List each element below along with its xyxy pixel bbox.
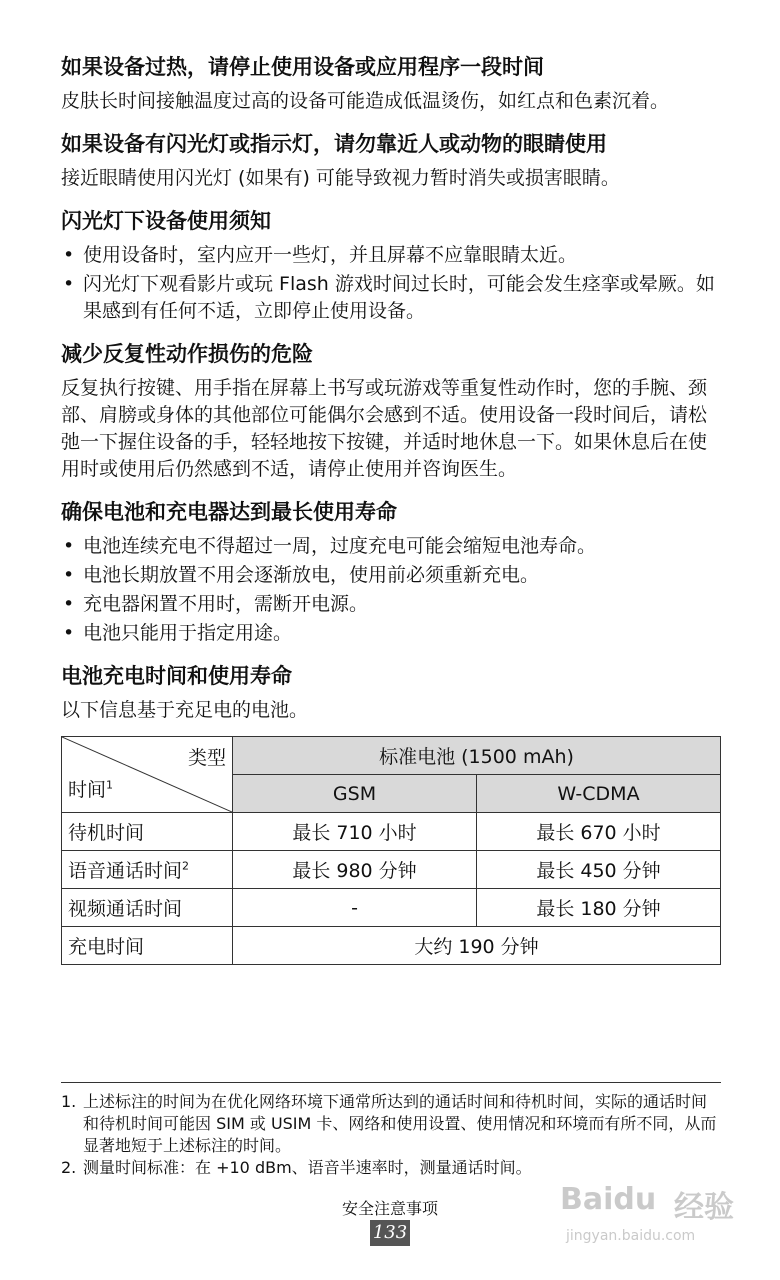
- list-item: • 电池长期放置不用会逐渐放电，使用前必须重新充电。: [61, 562, 721, 589]
- bullet-list: [61, 533, 721, 647]
- footnote: 1. 上述标注的时间为在优化网络环境下通常所达到的通话时间和待机时间，实际的通话时间和待机时间可能因 SIM 或 USIM 卡、网络和使用设置、使用情况和环境而有所不同，从而显著地短于上述标注的时间。: [61, 1092, 717, 1155]
- table-row: [62, 889, 721, 927]
- row-label-cell: 视频通话时间: [62, 889, 233, 927]
- section-body: 皮肤长时间接触温度过高的设备可能造成低温烫伤，如红点和色素沉着。: [61, 90, 670, 112]
- bullet-icon: •: [63, 273, 75, 295]
- battery-table: [61, 736, 721, 965]
- section-heading: 闪光灯下设备使用须知: [61, 209, 271, 233]
- corner-type-label: 类型: [187, 747, 226, 769]
- row-label-cell: 语音通话时间$^2$: [62, 851, 233, 889]
- gsm-value-cell: 最长 980 分钟: [233, 851, 477, 889]
- watermark-logo: Baidu: [560, 1182, 657, 1217]
- table-row: [62, 813, 721, 851]
- page-number: 133: [370, 1220, 410, 1246]
- gsm-value-cell: -: [233, 889, 477, 927]
- list-item: • 电池只能用于指定用途。: [61, 620, 721, 647]
- section-overheat: [61, 52, 721, 115]
- baidu-watermark: [556, 1168, 756, 1254]
- table-corner-cell: [62, 737, 233, 813]
- section-heading: 确保电池和充电器达到最长使用寿命: [61, 500, 397, 524]
- charge-value-cell: 大约 190 分钟: [233, 927, 721, 965]
- wcdma-value-cell: 最长 180 分钟: [477, 889, 721, 927]
- table-header-row: [62, 737, 721, 775]
- section-flash-eyes: [61, 129, 721, 192]
- section-heading: 减少反复性动作损伤的危险: [61, 342, 313, 366]
- section-body: 接近眼睛使用闪光灯 (如果有) 可能导致视力暂时消失或损害眼睛。: [61, 167, 620, 189]
- table-row: [62, 927, 721, 965]
- wcdma-header-cell: W-CDMA: [477, 775, 721, 813]
- section-body: 反复执行按键、用手指在屏幕上书写或玩游戏等重复性动作时，您的手腕、颈部、肩膀或身体的其他部位可能偶尔会感到不适。使用设备一段时间后，请松弛一下握住设备的手，轻轻地按下按键，并适时地休息一下。如果休息后在使用时或使用后仍然感到不适，请停止使用并咨询医生。: [61, 377, 708, 480]
- bullet-list: [61, 242, 721, 325]
- list-item: • 闪光灯下观看影片或玩 Flash 游戏时间过长时，可能会发生痉挛或晕厥。如果感到有任何不适，立即停止使用设备。: [63, 273, 715, 322]
- bullet-icon: •: [63, 622, 75, 644]
- section-flash-usage: [61, 206, 721, 325]
- section-charging-time: [61, 661, 721, 965]
- list-item: • 电池连续充电不得超过一周，过度充电可能会缩短电池寿命。: [61, 533, 721, 560]
- gsm-header-cell: GSM: [233, 775, 477, 813]
- list-item: • 充电器闲置不用时，需断开电源。: [61, 591, 721, 618]
- section-battery-life: [61, 497, 721, 647]
- gsm-value-cell: 最长 710 小时: [233, 813, 477, 851]
- footnote: 2. 测量时间标准：在 +10 dBm、语音半速率时，测量通话时间。: [61, 1158, 532, 1177]
- watermark-url: jingyan.baidu.com: [566, 1228, 696, 1244]
- section-heading: 如果设备过热，请停止使用设备或应用程序一段时间: [61, 55, 544, 79]
- bullet-icon: •: [63, 244, 75, 266]
- document-page: [61, 52, 721, 965]
- wcdma-value-cell: 最长 670 小时: [477, 813, 721, 851]
- bullet-icon: •: [63, 564, 75, 586]
- section-body: 以下信息基于充足电的电池。: [61, 699, 309, 721]
- bullet-icon: •: [63, 535, 75, 557]
- watermark-cn-text: 经验: [674, 1190, 734, 1225]
- battery-header-cell: 标准电池 (1500 mAh): [233, 737, 721, 775]
- bullet-icon: •: [63, 593, 75, 615]
- section-heading: 如果设备有闪光灯或指示灯，请勿靠近人或动物的眼睛使用: [61, 132, 607, 156]
- section-repetitive-motion: [61, 339, 721, 483]
- section-heading: 电池充电时间和使用寿命: [61, 664, 292, 688]
- footnotes: [61, 1082, 721, 1179]
- table-row: [62, 851, 721, 889]
- row-label-cell: 待机时间: [62, 813, 233, 851]
- list-item: • 使用设备时，室内应开一些灯，并且屏幕不应靠眼睛太近。: [61, 242, 721, 269]
- corner-time-label: 时间$^1$: [68, 778, 114, 801]
- wcdma-value-cell: 最长 450 分钟: [477, 851, 721, 889]
- footer-title: 安全注意事项: [341, 1199, 438, 1218]
- row-label-cell: 充电时间: [62, 927, 233, 965]
